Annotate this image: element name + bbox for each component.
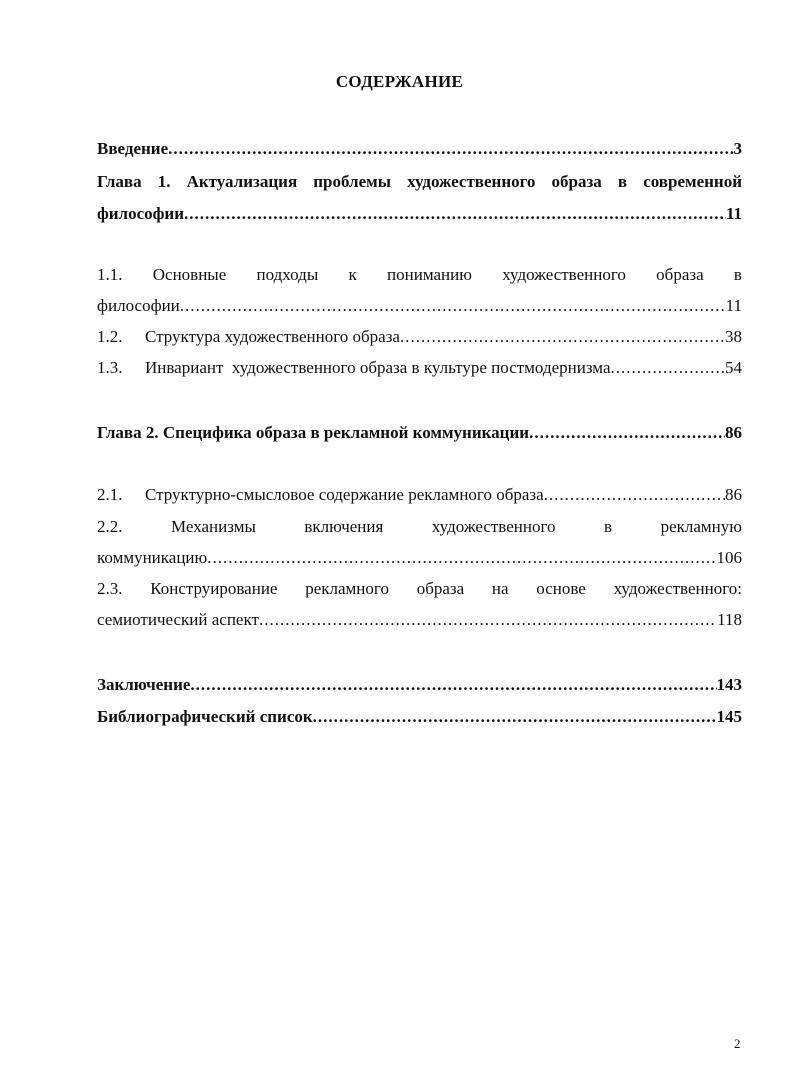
- toc-word: к: [348, 265, 357, 284]
- toc-entry-label: семиотический аспект: [97, 610, 259, 629]
- toc-word: образа: [551, 172, 602, 191]
- toc-section-number: 1.1.: [97, 265, 123, 284]
- toc-word: современной: [643, 172, 742, 191]
- toc-word: Актуализация: [186, 172, 298, 191]
- toc-word: образа: [416, 579, 465, 598]
- dot-leader: [544, 484, 725, 506]
- toc-entry-conclusion[interactable]: [97, 674, 742, 696]
- dot-leader: [180, 295, 726, 317]
- page-title: СОДЕРЖАНИЕ: [335, 72, 464, 91]
- toc-page-number: 145: [716, 707, 742, 726]
- toc-section-number: 2.3.: [97, 579, 123, 598]
- toc-word: рекламную: [660, 517, 742, 536]
- toc-page-number: 106: [716, 548, 742, 567]
- toc-section-2-1[interactable]: [97, 484, 742, 506]
- toc-page-number: 11: [725, 296, 742, 315]
- toc-word: проблемы: [313, 172, 391, 191]
- toc-entry-label: Глава 2. Специфика образа в рекламной коммуникации: [97, 423, 530, 442]
- toc-word: в: [733, 265, 742, 284]
- toc-page-number: 54: [725, 358, 742, 377]
- toc-word: Глава: [97, 172, 142, 191]
- toc-page-number: 86: [725, 485, 742, 504]
- dot-leader: [168, 138, 733, 160]
- toc-word: пониманию: [387, 265, 472, 284]
- toc-chapter-1-line-2[interactable]: [97, 203, 742, 225]
- toc-word: подходы: [256, 265, 319, 284]
- toc-entry-label: философии: [97, 204, 184, 223]
- dot-leader: [259, 609, 717, 631]
- toc-chapter-2[interactable]: [97, 422, 742, 444]
- toc-page-number: 86: [725, 423, 742, 442]
- toc-word: художественного: [431, 517, 556, 536]
- toc-entry-label: Структура художественного образа: [145, 327, 400, 346]
- toc-section-1-2[interactable]: [97, 326, 742, 348]
- dot-leader: [400, 326, 725, 348]
- toc-word: художественного: [502, 265, 626, 284]
- toc-entry-label: коммуникацию: [97, 548, 208, 567]
- dot-leader: [313, 706, 717, 728]
- toc-entry-label: философии: [97, 296, 180, 315]
- toc-section-number: 2.2.: [97, 517, 123, 536]
- dot-leader: [190, 674, 716, 696]
- toc-page-number: 3: [733, 139, 742, 158]
- toc-entry-label: Введение: [97, 139, 169, 158]
- toc-word: образа: [656, 265, 704, 284]
- toc-page-number: 143: [716, 675, 742, 694]
- toc-entry-intro[interactable]: [97, 138, 742, 160]
- toc-section-1-1-line-1[interactable]: [97, 264, 742, 286]
- toc-section-number: 1.2.: [97, 327, 123, 346]
- toc-section-2-2-line-2[interactable]: [97, 547, 742, 569]
- toc-entry-label: Библиографический список: [97, 707, 313, 726]
- toc-chapter-1-line-1[interactable]: [97, 171, 742, 193]
- toc-entry-label: Инвариант художественного образа в культуре постмодернизма: [145, 358, 611, 377]
- toc-word: основе: [536, 579, 586, 598]
- toc-section-1-3[interactable]: [97, 357, 742, 379]
- page-number: 2: [734, 1036, 741, 1051]
- toc-word: в: [604, 517, 613, 536]
- toc-word: включения: [304, 517, 384, 536]
- toc-entry-label: Структурно-смысловое содержание рекламного образа: [145, 485, 544, 504]
- toc-word: художественного: [407, 172, 536, 191]
- toc-word: Механизмы: [171, 517, 256, 536]
- toc-page-number: 118: [717, 610, 742, 629]
- toc-page-number: 11: [725, 204, 742, 223]
- toc-word: 1.: [157, 172, 171, 191]
- toc-word: Основные: [152, 265, 227, 284]
- toc-word: на: [491, 579, 509, 598]
- dot-leader: [611, 357, 726, 379]
- toc-word: художественного:: [613, 579, 742, 598]
- toc-page-number: 38: [725, 327, 742, 346]
- toc-word: рекламного: [305, 579, 389, 598]
- toc-word: в: [617, 172, 628, 191]
- toc-section-2-3-line-1[interactable]: [97, 578, 742, 600]
- dot-leader: [529, 422, 725, 444]
- toc-section-2-3-line-2[interactable]: [97, 609, 742, 631]
- dot-leader: [207, 547, 716, 569]
- toc-section-number: 2.1.: [97, 485, 123, 504]
- toc-section-number: 1.3.: [97, 358, 123, 377]
- toc-section-2-2-line-1[interactable]: [97, 516, 742, 538]
- dot-leader: [184, 203, 726, 225]
- toc-section-1-1-line-2[interactable]: [97, 295, 742, 317]
- toc-entry-label: Заключение: [97, 675, 191, 694]
- toc-entry-bibliography[interactable]: [97, 706, 742, 728]
- toc-word: Конструирование: [150, 579, 278, 598]
